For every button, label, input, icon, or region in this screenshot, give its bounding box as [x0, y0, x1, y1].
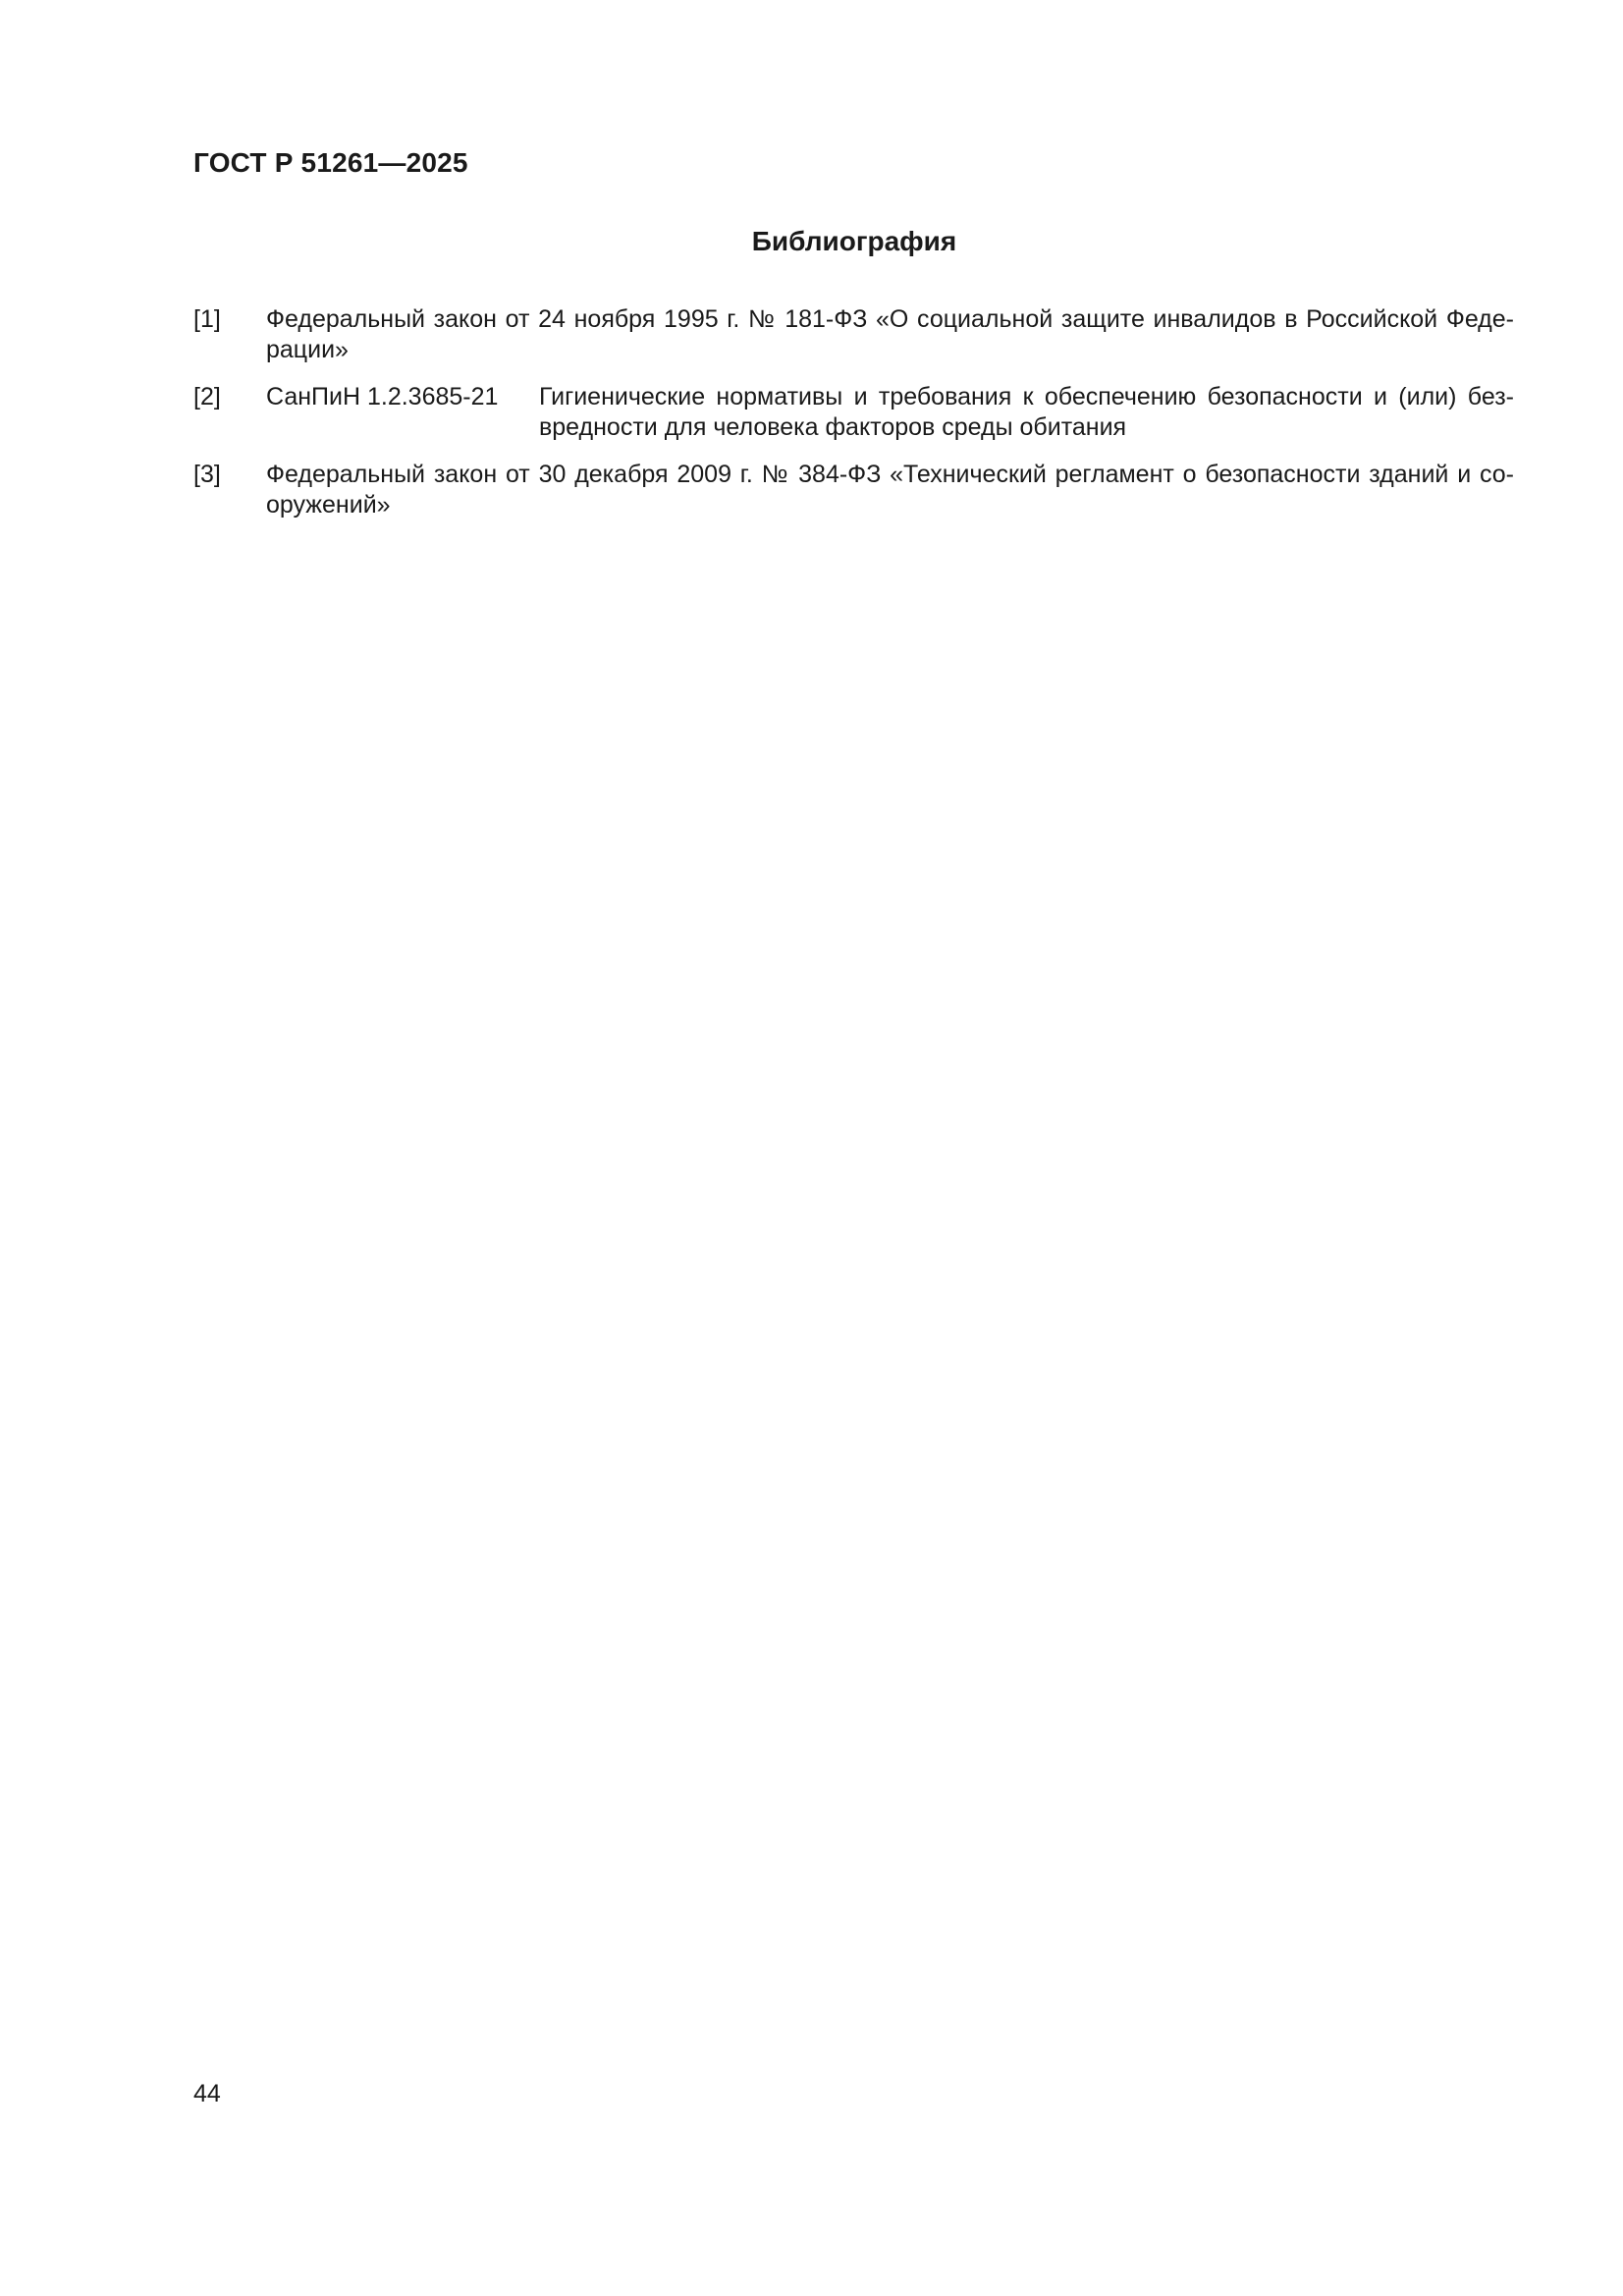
entry-number: [2]	[193, 383, 221, 410]
entry-designation: СанПиН 1.2.3685-21	[266, 383, 499, 410]
document-code: ГОСТ Р 51261—2025	[193, 147, 468, 178]
bibliography-entry	[193, 382, 1514, 443]
bibliography-list	[193, 304, 1514, 537]
entry-number: [1]	[193, 305, 221, 333]
entry-text: Федеральный закон от 30 декабря 2009 г. № 384-ФЗ «Технический регламент о безопасности зданий и со-оружений»	[266, 461, 1514, 519]
entry-text: Федеральный закон от 24 ноября 1995 г. № 181-ФЗ «О социальной защите инвалидов в Российской Феде-рации»	[266, 305, 1514, 363]
entry-number: [3]	[193, 461, 221, 488]
bibliography-entry	[193, 460, 1514, 520]
section-title: Библиография	[751, 226, 957, 256]
page-number: 44	[193, 2080, 221, 2107]
entry-text: Гигиенические нормативы и требования к обеспечению безопасности и (или) без-вредности для человека факторов среды обитания	[539, 383, 1514, 441]
bibliography-entry	[193, 304, 1514, 365]
entry-body	[266, 382, 1514, 443]
